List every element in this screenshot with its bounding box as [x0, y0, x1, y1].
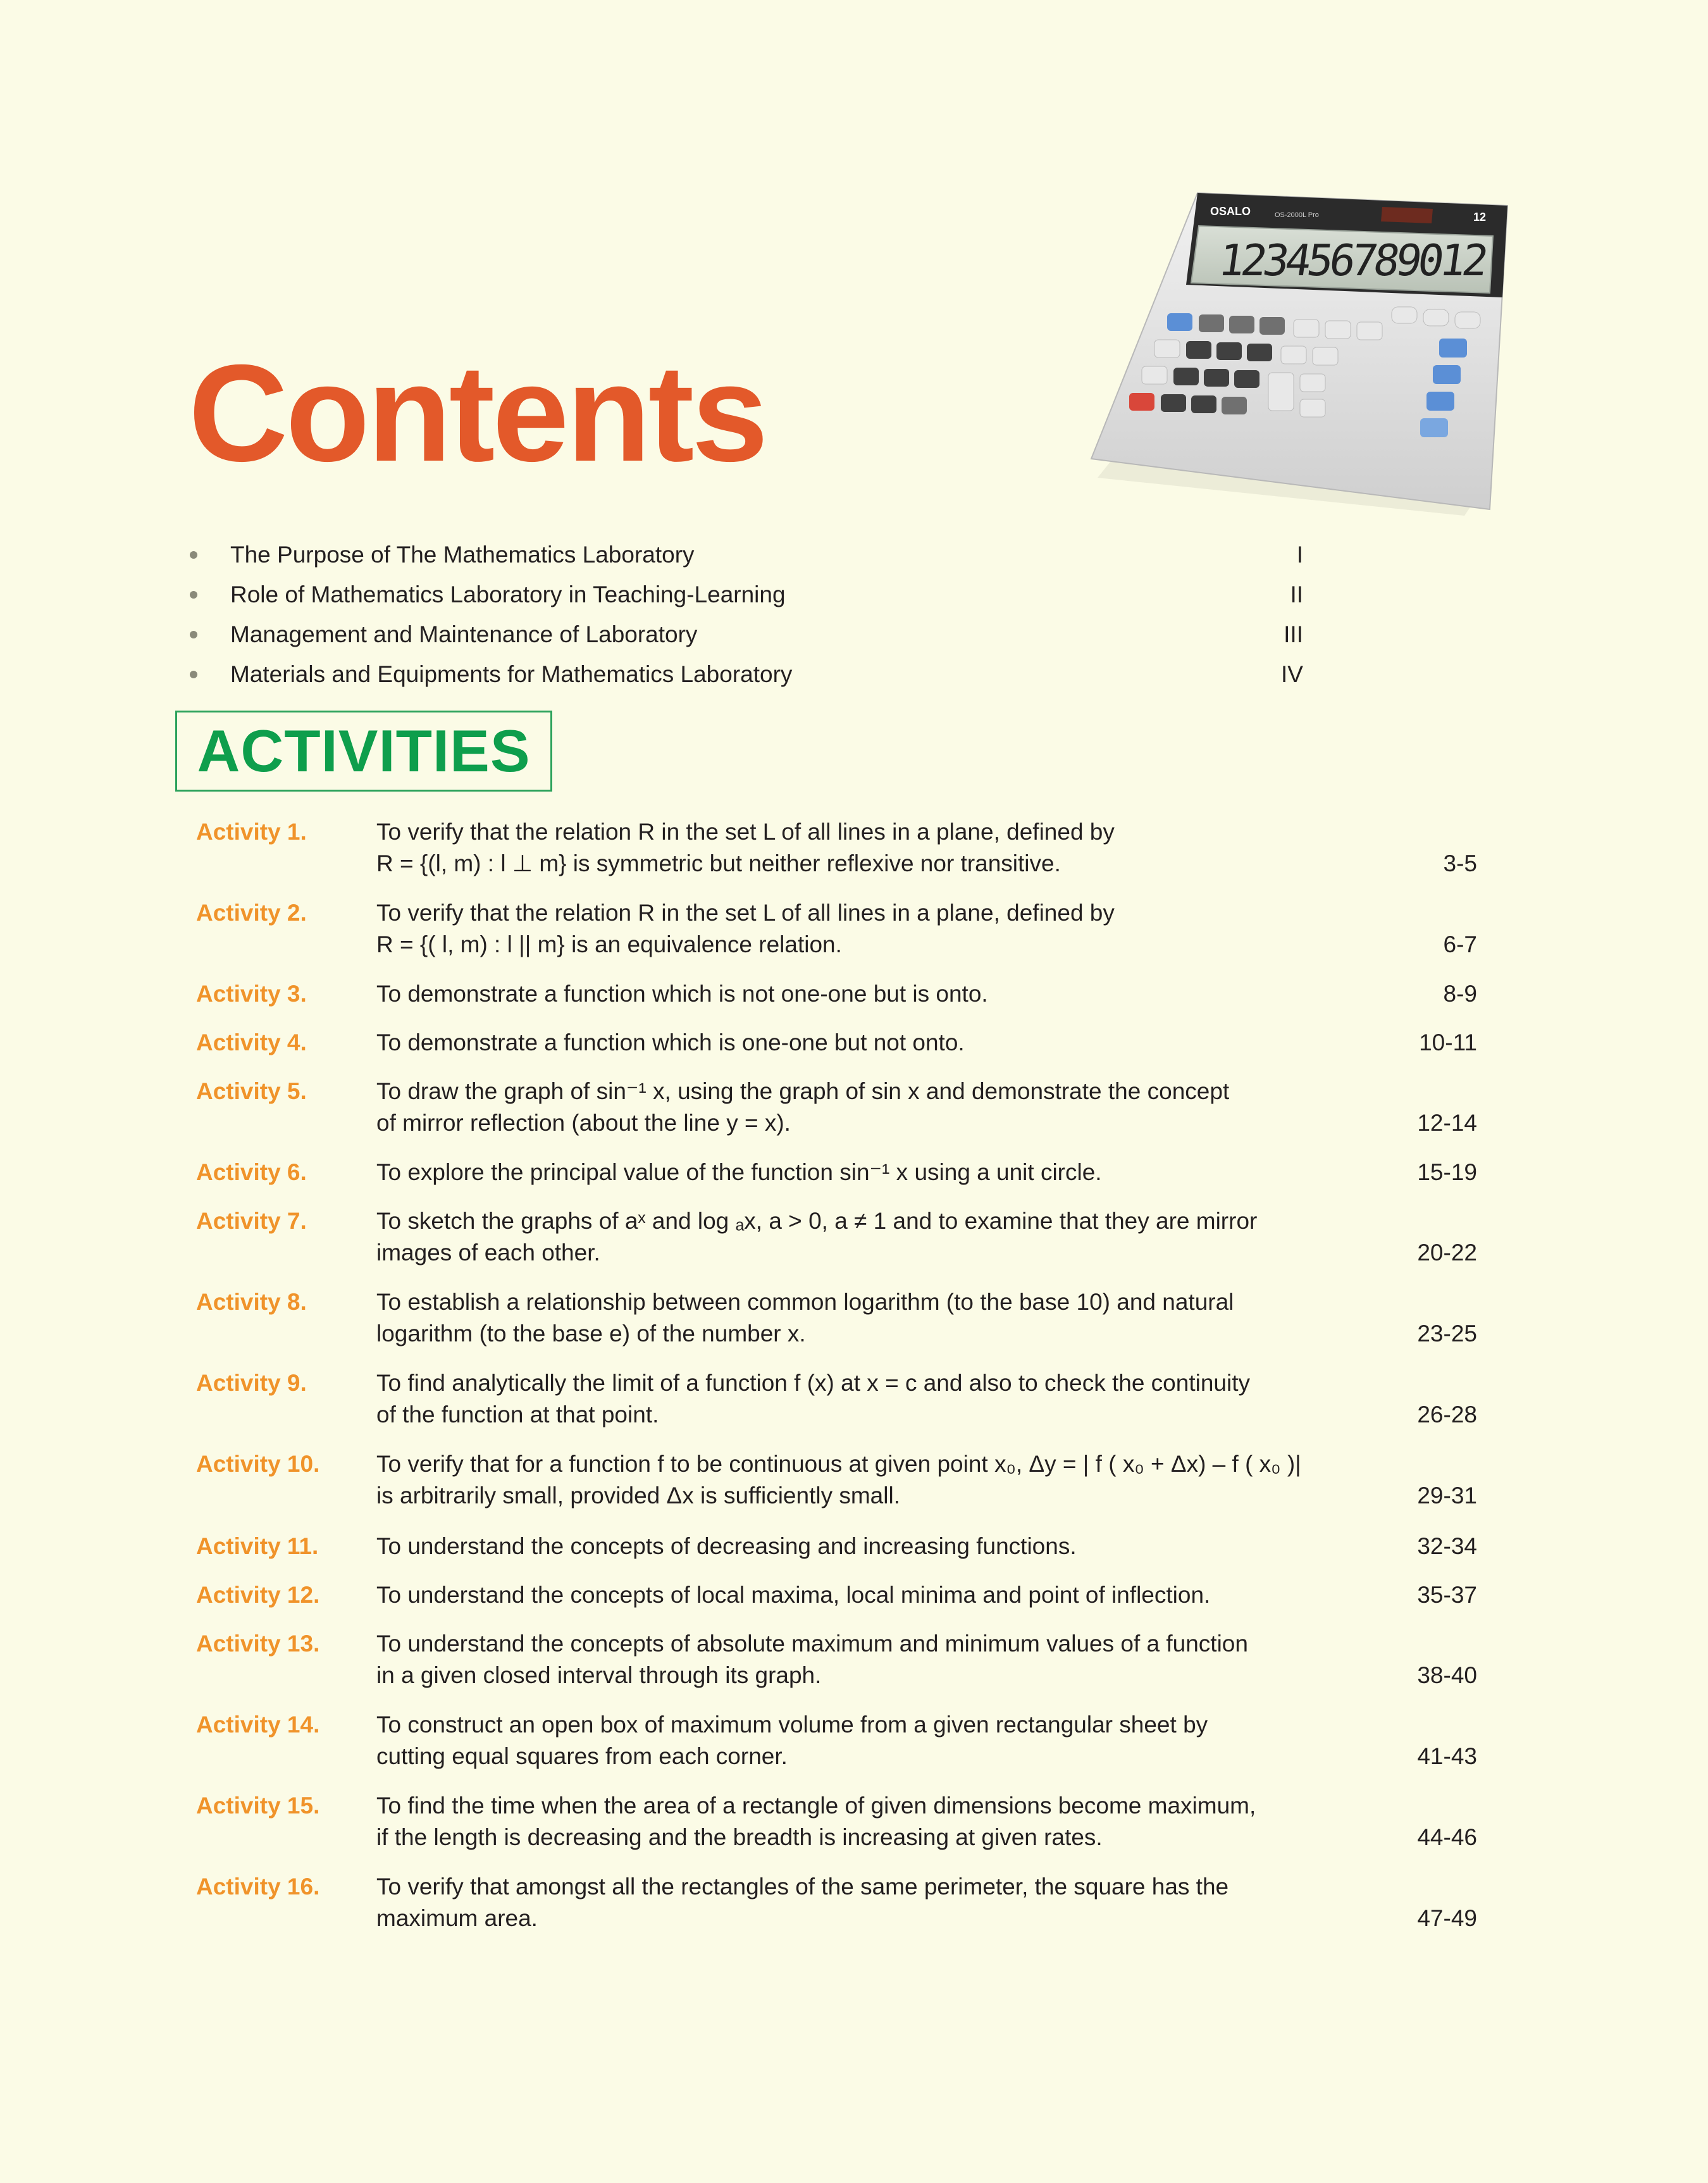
- activity-line: To establish a relationship between common logarithm (to the base 10) and natural: [376, 1289, 1234, 1315]
- activity-description: [376, 1367, 1313, 1431]
- activity-pages: 10-11: [1419, 1029, 1477, 1055]
- activity-line: images of each other.: [376, 1240, 600, 1266]
- activity-line: To verify that for a function f to be continuous at given point x₀, Δy = | f ( x₀ + Δx) – f ( x₀ )|: [376, 1451, 1301, 1477]
- activity-label: Activity 12.: [196, 1582, 320, 1608]
- intro-item: [190, 535, 1303, 575]
- activity-pages: 20-22: [1417, 1240, 1477, 1266]
- activity-description: [376, 1076, 1313, 1139]
- activity-entry: [196, 1157, 1477, 1205]
- calculator-image: [1085, 180, 1515, 522]
- intro-item-page: III: [1284, 621, 1303, 647]
- calculator-display: 123456789012: [1215, 236, 1488, 286]
- activity-pages: 3-5: [1443, 850, 1477, 876]
- activity-line: of mirror reflection (about the line y = x).: [376, 1110, 791, 1136]
- activity-entry: [196, 978, 1477, 1027]
- bullet-icon: [190, 671, 197, 678]
- activity-entry: [196, 1027, 1477, 1076]
- activity-label: Activity 8.: [196, 1289, 307, 1315]
- activity-label: Activity 13.: [196, 1631, 320, 1657]
- activity-line: To draw the graph of sin⁻¹ x, using the graph of sin x and demonstrate the concept: [376, 1078, 1230, 1104]
- activity-label: Activity 10.: [196, 1451, 320, 1477]
- activity-entry: [196, 1076, 1477, 1157]
- activity-label: Activity 1.: [196, 819, 307, 845]
- activity-entry: [196, 1790, 1477, 1871]
- activity-description: [376, 1531, 1313, 1562]
- activity-label: Activity 7.: [196, 1208, 307, 1234]
- activity-pages: 8-9: [1443, 981, 1477, 1007]
- activity-pages: 15-19: [1417, 1159, 1477, 1185]
- activity-label: Activity 5.: [196, 1078, 307, 1104]
- activity-pages: 32-34: [1417, 1533, 1477, 1559]
- activity-label: Activity 9.: [196, 1370, 307, 1396]
- intro-item-text: Management and Maintenance of Laboratory: [230, 621, 698, 647]
- activity-entry: [196, 1531, 1477, 1579]
- activity-pages: 29-31: [1417, 1483, 1477, 1508]
- activity-line: cutting equal squares from each corner.: [376, 1743, 788, 1769]
- activity-label: Activity 2.: [196, 900, 307, 926]
- activity-line: To understand the concepts of decreasing and increasing functions.: [376, 1533, 1077, 1559]
- activity-description: [376, 1709, 1313, 1772]
- activity-line: in a given closed interval through its graph.: [376, 1662, 822, 1688]
- activity-line: To understand the concepts of local maxima, local minima and point of inflection.: [376, 1582, 1211, 1608]
- activity-pages: 23-25: [1417, 1321, 1477, 1346]
- activity-description: [376, 978, 1313, 1010]
- activity-pages: 35-37: [1417, 1582, 1477, 1608]
- activity-line: R = {( l, m) : l || m} is an equivalence relation.: [376, 931, 842, 957]
- activity-entry: [196, 1367, 1477, 1448]
- intro-list: [190, 535, 1303, 694]
- intro-item: [190, 614, 1303, 654]
- activity-entry: [196, 1448, 1477, 1531]
- page-title: Contents: [189, 337, 766, 490]
- activity-line: To demonstrate a function which is one-one but not onto.: [376, 1029, 965, 1055]
- activity-description: [376, 897, 1313, 961]
- activity-entry: [196, 1709, 1477, 1790]
- intro-item: [190, 575, 1303, 614]
- activity-pages: 6-7: [1443, 931, 1477, 957]
- activity-entry: [196, 897, 1477, 978]
- intro-item-text: Materials and Equipments for Mathematics Laboratory: [230, 661, 793, 687]
- intro-item-text: Role of Mathematics Laboratory in Teaching-Learning: [230, 582, 786, 607]
- activity-label: Activity 4.: [196, 1029, 307, 1055]
- activity-description: [376, 1157, 1313, 1188]
- intro-item-page: II: [1290, 582, 1303, 607]
- activity-description: [376, 1790, 1313, 1853]
- activity-description: [376, 1579, 1313, 1611]
- activity-line: if the length is decreasing and the breadth is increasing at given rates.: [376, 1824, 1103, 1850]
- activity-entry: [196, 1628, 1477, 1709]
- activity-label: Activity 15.: [196, 1793, 320, 1819]
- activities-heading: ACTIVITIES: [197, 718, 531, 784]
- activity-label: Activity 6.: [196, 1159, 307, 1185]
- activity-label: Activity 14.: [196, 1712, 320, 1738]
- activity-description: [376, 1448, 1313, 1512]
- activity-line: To find the time when the area of a rectangle of given dimensions become maximum,: [376, 1793, 1256, 1819]
- activity-description: [376, 1871, 1313, 1934]
- activity-description: [376, 1628, 1313, 1691]
- activity-line: To find analytically the limit of a function f (x) at x = c and also to check the continuity: [376, 1370, 1250, 1396]
- activity-line: To demonstrate a function which is not one-one but is onto.: [376, 981, 988, 1007]
- activity-line: of the function at that point.: [376, 1402, 659, 1427]
- calculator-brand: OSALO: [1210, 205, 1251, 218]
- activity-entry: [196, 1205, 1477, 1286]
- activity-label: Activity 11.: [196, 1533, 319, 1559]
- activity-label: Activity 3.: [196, 981, 307, 1007]
- activity-line: is arbitrarily small, provided Δx is sufficiently small.: [376, 1483, 900, 1508]
- activity-pages: 12-14: [1417, 1110, 1477, 1136]
- activity-entry: [196, 1286, 1477, 1367]
- activities-list: [196, 816, 1477, 1952]
- activity-label: Activity 16.: [196, 1874, 320, 1900]
- activity-line: To understand the concepts of absolute maximum and minimum values of a function: [376, 1631, 1248, 1657]
- bullet-icon: [190, 631, 197, 638]
- activity-line: maximum area.: [376, 1905, 538, 1931]
- activity-entry: [196, 816, 1477, 897]
- activity-line: To explore the principal value of the function sin⁻¹ x using a unit circle.: [376, 1159, 1102, 1185]
- activity-pages: 26-28: [1417, 1402, 1477, 1427]
- calculator-model: OS-2000L Pro: [1275, 211, 1319, 219]
- activity-description: [376, 1205, 1313, 1269]
- activity-pages: 44-46: [1417, 1824, 1477, 1850]
- activity-line: To sketch the graphs of aˣ and log ₐx, a > 0, a ≠ 1 and to examine that they are mirror: [376, 1208, 1258, 1234]
- activity-pages: 41-43: [1417, 1743, 1477, 1769]
- activities-heading-box: [175, 711, 552, 792]
- activity-pages: 38-40: [1417, 1662, 1477, 1688]
- activity-line: To verify that the relation R in the set L of all lines in a plane, defined by: [376, 819, 1115, 845]
- activity-pages: 47-49: [1417, 1905, 1477, 1931]
- activity-description: [376, 816, 1313, 880]
- activity-line: R = {(l, m) : l ⊥ m} is symmetric but neither reflexive nor transitive.: [376, 850, 1061, 876]
- activity-description: [376, 1027, 1313, 1059]
- intro-item-text: The Purpose of The Mathematics Laboratory: [230, 542, 695, 568]
- calculator-badge: 12: [1473, 211, 1487, 223]
- activity-line: To construct an open box of maximum volume from a given rectangular sheet by: [376, 1712, 1208, 1738]
- activity-entry: [196, 1579, 1477, 1628]
- bullet-icon: [190, 591, 197, 599]
- intro-item-page: IV: [1281, 661, 1303, 687]
- intro-item-page: I: [1296, 542, 1303, 568]
- activity-entry: [196, 1871, 1477, 1952]
- activity-line: To verify that amongst all the rectangles of the same perimeter, the square has the: [376, 1874, 1229, 1900]
- activity-description: [376, 1286, 1313, 1350]
- intro-item: [190, 654, 1303, 694]
- activity-line: To verify that the relation R in the set L of all lines in a plane, defined by: [376, 900, 1115, 926]
- bullet-icon: [190, 551, 197, 559]
- activity-line: logarithm (to the base e) of the number x.: [376, 1321, 806, 1346]
